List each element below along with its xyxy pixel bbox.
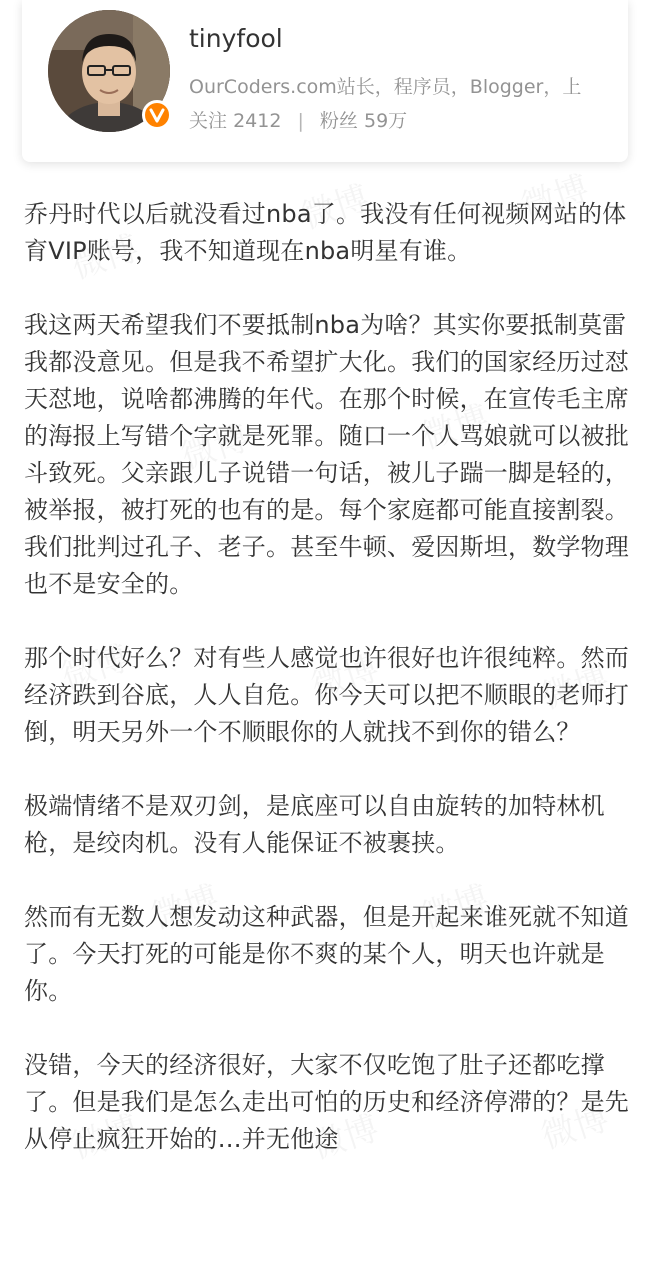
username[interactable]: tinyfool: [189, 24, 283, 53]
post-paragraph: 乔丹时代以后就没看过nba了。我没有任何视频网站的体育VIP账号，我不知道现在nba明星有谁。: [24, 200, 627, 265]
post-paragraph: 没错，今天的经济很好，大家不仅吃饱了肚子还都吃撑了。但是我们是怎么走出可怕的历史和经济停滞的？是先从停止疯狂开始的…并无他途: [24, 1051, 629, 1153]
verified-v-icon: [142, 100, 172, 130]
post-body: [24, 196, 630, 1195]
post-paragraph: 然而有无数人想发动这种武器，但是开起来谁死就不知道了。今天打死的可能是你不爽的某个人，明天也许就是你。: [24, 903, 629, 1005]
user-stats: [189, 106, 407, 133]
post-paragraph: 我这两天希望我们不要抵制nba为啥？其实你要抵制莫雷我都没意见。但是我不希望扩大化。我们的国家经历过怼天怼地，说啥都沸腾的年代。在那个时候，在宣传毛主席的海报上写错个字就是死罪。随口一个人骂娘就可以被批斗致死。父亲跟儿子说错一句话，被儿子踹一脚是轻的，被举报，被打死的也有的是。每个家庭都可能直接割裂。我们批判过孔子、老子。甚至牛顿、爱因斯坦，数学物理也不是安全的。: [24, 311, 629, 598]
post-paragraph: 那个时代好么？对有些人感觉也许很好也许很纯粹。然而经济跌到谷底，人人自危。你今天可以把不顺眼的老师打倒，明天另外一个不顺眼你的人就找不到你的错么？: [24, 644, 629, 746]
follow-label[interactable]: 关注: [189, 110, 228, 132]
user-bio: OurCoders.com站长，程序员，Blogger，上: [189, 76, 582, 98]
profile-card[interactable]: [22, 0, 628, 162]
follow-count[interactable]: 2412: [233, 110, 282, 132]
avatar-container[interactable]: [48, 10, 170, 132]
fans-count[interactable]: 59万: [363, 110, 408, 132]
fans-label[interactable]: 粉丝: [319, 110, 358, 132]
stats-separator: |: [297, 110, 304, 132]
post-paragraph: 极端情绪不是双刃剑，是底座可以自由旋转的加特林机枪，是绞肉机。没有人能保证不被裹挟。: [24, 792, 605, 857]
